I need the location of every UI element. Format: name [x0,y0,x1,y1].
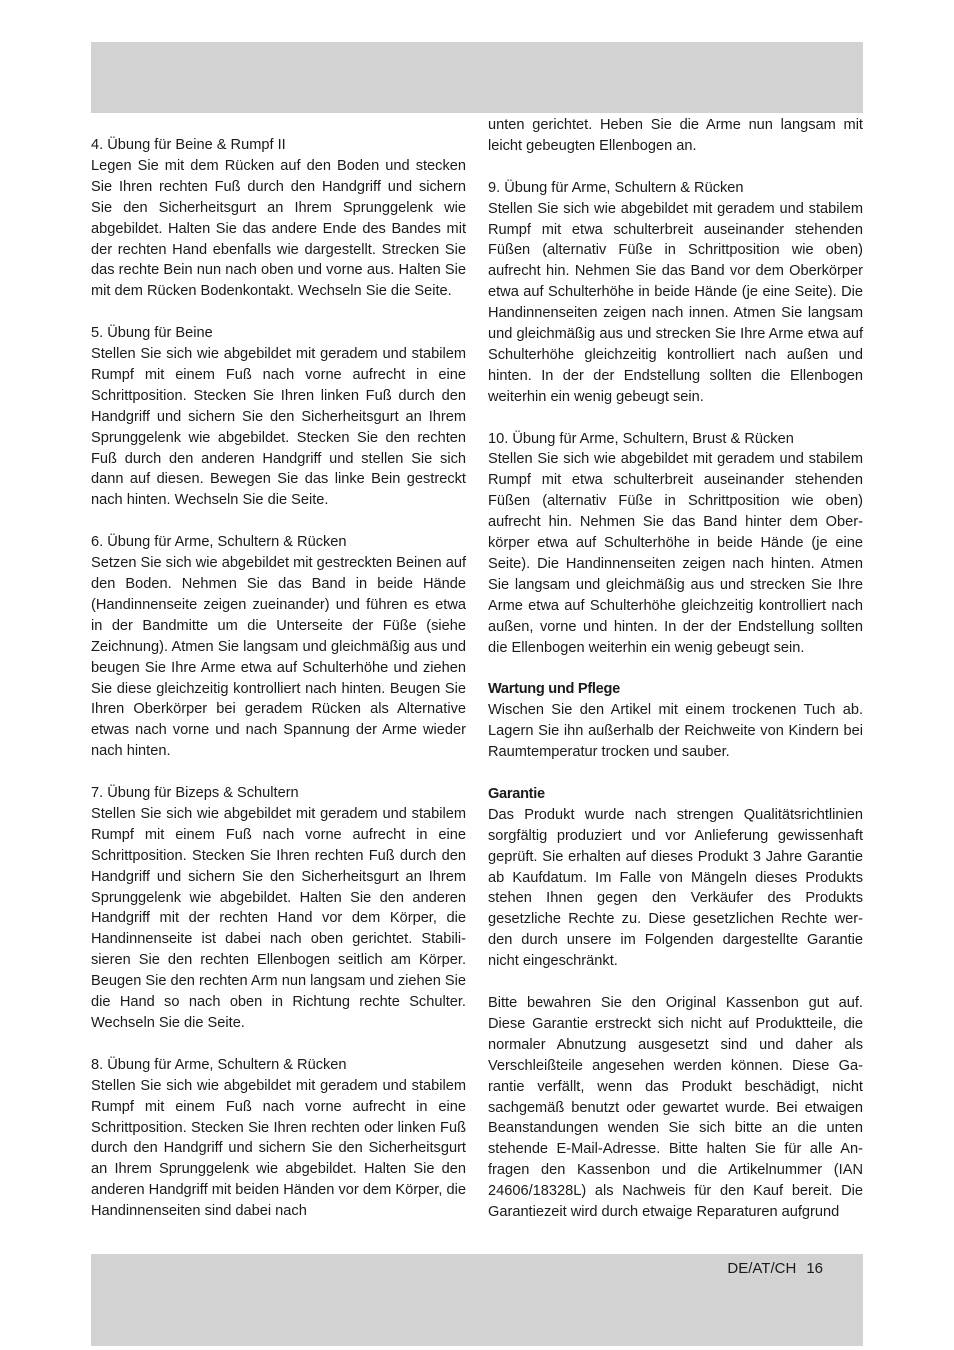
footer-band [91,1254,863,1346]
section-text: Legen Sie mit dem Rücken auf den Boden und stecken Sie Ihren rechten Fuß durch den Handgriff und sichern Sie den Sicherheitsgurt an Ihrem Sprunggelenk wie abgebildet. Halten Sie das andere Ende des Bandes mit der rechten Hand ebenfalls wie dargestellt. Strecken Sie das rechte Bein nun nach oben und vorne aus. Halten Sie mit dem Rücken Bodenkontakt. Wechseln Sie die Seite. [91,157,466,300]
section-text: Das Produkt wurde nach strengen Qualitätsrichtlinien sorgfältig produziert und vor Anlieferung gewissenhaft geprüft. Sie erhalten auf dieses Produkt 3 Jahre Garantie ab Kaufdatum. Im Falle von Mängeln dieses Produkts stehen Ihnen gegen den Verkäufer des Produkts gesetzliche Rechte zu. Diese gesetzlichen Rechte werden durch unsere im Folgenden dargestellte Garantie nicht eingeschränkt. [488,806,863,970]
section-exercise-4 [91,135,466,302]
region-label: DE/AT/CH [727,1260,797,1277]
section-exercise-7 [91,783,466,1034]
section-maintenance [488,679,863,763]
section-exercise-10 [488,429,863,659]
section-text: Stellen Sie sich wie abgebildet mit geradem und stabilem Rumpf mit einem Fuß nach vorne aufrecht in eine Schrittposition. Stecken Sie Ihren rechten Fuß durch den Handgriff und sichern Sie den Sicherheitsgurt an Ihrem Sprunggelenk wie abgebildet. Halten Sie den anderen Handgriff mit der rechten Hand vor dem Körper, die Handinnenseite ist dabei nach oben gerichtet. Stabilisieren Sie den rechten Ellenbogen seitlich am Körper. Beugen Sie den rechten Arm nun langsam und ziehen Sie die Hand so nach oben in Richtung rechte Schulter. Wechseln Sie die Seite. [91,805,466,1032]
section-exercise-5 [91,323,466,511]
section-heading: 5. Übung für Beine [91,325,213,342]
section-warranty-continued [488,993,863,1223]
section-text: Wischen Sie den Artikel mit einem trockenen Tuch ab. Lagern Sie ihn außerhalb der Reichweite von Kindern bei Raumtemperatur trocken und sauber. [488,702,863,761]
header-band [91,42,863,113]
section-text: Stellen Sie sich wie abgebildet mit geradem und stabilem Rumpf mit etwa schulterbreit auseinander stehenden Füßen (alternativ Füße in Schrittposition wie oben) aufrecht hin. Nehmen Sie das Band vor dem Oberkörper etwa auf Schulterhöhe in beide Hände (je eine Seite). Die Handinnenseiten zeigen nach innen. Atmen Sie langsam und gleichmäßig aus und strecken Sie Ihre Arme etwa auf Schulterhöhe gleichzeitig kontrolliert nach außen und hinten. In der der Endstellung sollten die Ellenbogen weiterhin ein wenig gebeugt sein. [488,200,863,405]
section-heading: Wartung und Pflege [488,681,620,698]
section-heading: 6. Übung für Arme, Schultern & Rücken [91,534,347,551]
section-heading: 8. Übung für Arme, Schultern & Rücken [91,1056,347,1073]
section-exercise-8-continued [488,115,863,157]
section-heading: 7. Übung für Bizeps & Schultern [91,785,299,802]
section-text: Stellen Sie sich wie abgebildet mit geradem und stabilem Rumpf mit einem Fuß nach vorne aufrecht in eine Schrittposition. Stecken Sie Ihren linken Fuß durch den Handgriff und sichern Sie den Sicherheitsgurt an Ihrem Sprunggelenk wie abgebildet. Stecken Sie den rechten Fuß durch den anderen Handgriff und stellen Sie sich dann auf diesen. Bewegen Sie das linke Bein gestreckt nach hinten. Wechseln Sie die Seite. [91,346,466,509]
section-text: Stellen Sie sich wie abgebildet mit geradem und stabilem Rumpf mit etwa schulterbreit auseinander stehenden Füßen (alternativ Füße in Schrittposition wie oben) aufrecht hin. Nehmen Sie das Band hinter dem Oberkörper etwa auf Schulterhöhe in beide Hände (je eine Seite). Die Handinnenseiten zeigen nach hinten. Atmen Sie langsam und gleichmäßig aus und strecken Sie Ihre Arme etwa auf Schulterhöhe gleichzeitig kontrolliert nach außen, vorne und hinten. In der der Endstellung sollten die Ellenbogen weiterhin ein wenig gebeugt sein. [488,451,863,656]
page-footer [727,1259,823,1279]
section-exercise-8 [91,1055,466,1222]
section-warranty [488,784,863,972]
section-exercise-6 [91,532,466,762]
section-text: Stellen Sie sich wie abgebildet mit geradem und stabilem Rumpf mit einem Fuß nach vorne aufrecht in eine Schrittposition. Stecken Sie Ihren rechten oder linken Fuß durch den Handgriff und sichern Sie den Sicherheitsgurt an Ihrem Sprunggelenk wie abgebildet. Halten Sie den anderen Handgriff mit beiden Händen vor dem Körper, die Handinnenseiten sind dabei nach [91,1077,466,1220]
left-column [91,135,466,1222]
section-heading: 10. Übung für Arme, Schultern, Brust & Rücken [488,430,794,447]
section-exercise-9 [488,178,863,408]
section-heading: Garantie [488,785,545,802]
section-text: Setzen Sie sich wie abgebildet mit gestreckten Beinen auf den Boden. Nehmen Sie das Band in beide Hände (Handinnenseite zeigen zueinander) und führen es etwa in der Bandmitte um die Unterseite der Füße (siehe Zeichnung). Atmen Sie langsam und gleichmäßig aus und beugen Sie Ihre Arme etwa auf Schulterhöhe und ziehen Sie diese gleichzeitig kontrolliert nach hinten. Beugen Sie Ihren Oberkörper bei geradem Rücken als Alternative etwas nach vorne und nach Spannung der Arme wieder nach hinten. [91,555,466,760]
section-text: Bitte bewahren Sie den Original Kassenbon gut auf. Diese Garantie erstreckt sich nicht auf Produktteile, die normaler Abnutzung ausgesetzt sind und daher als Verschleißteile angesehen werden können. Diese Garantie verfällt, wenn das Produkt beschädigt, nicht sachgemäß benutzt oder gewartet wurde. Bei etwaigen Beanstandungen wenden Sie sich bitte an die unten stehende E-Mail-Adresse. Bitte halten Sie für alle Anfragen den Kassenbon und die Artikelnummer (IAN 24606/18328L) als Nachweis für den Kauf bereit. Die Garantiezeit wird durch etwaige Reparaturen aufgrund [488,994,863,1221]
section-heading: 4. Übung für Beine & Rumpf II [91,137,286,153]
right-column [488,115,863,1223]
section-text: unten gerichtet. Heben Sie die Arme nun langsam mit leicht gebeugten Ellenbogen an. [488,117,863,154]
section-heading: 9. Übung für Arme, Schultern & Rücken [488,179,744,196]
page-number: 16 [806,1260,823,1277]
